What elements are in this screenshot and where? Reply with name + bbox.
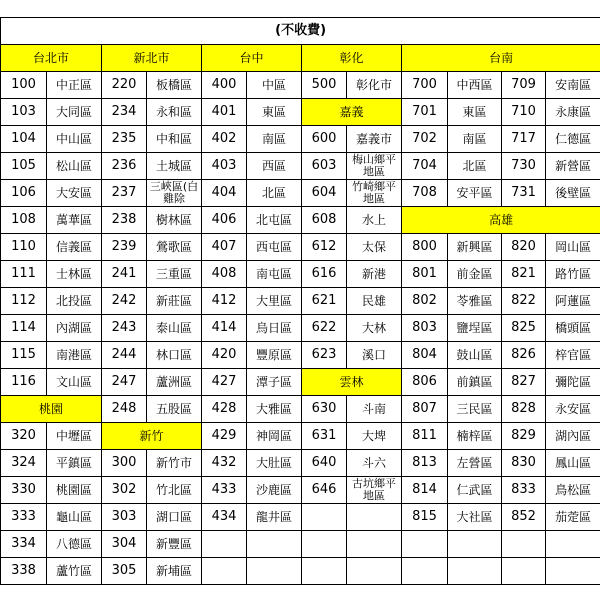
district-name-cell: 北區 [247,180,302,207]
district-name-cell: 鳳山區 [546,450,600,477]
district-name-cell: 大林 [347,315,402,342]
postal-code-cell: 420 [202,342,247,369]
district-name-cell: 竹崎鄉平地區 [347,180,402,207]
postal-code-cell: 434 [202,504,247,531]
district-name-cell: 阿蓮區 [546,288,600,315]
title-row [1,18,600,45]
table-row [1,234,600,261]
district-name-cell: 蘆竹區 [47,558,102,585]
region-header-yunlin: 雲林 [302,369,402,396]
district-name-cell [546,558,600,585]
district-name-cell: 新莊區 [147,288,202,315]
postal-code-cell: 802 [402,288,448,315]
district-name-cell: 安南區 [546,72,600,99]
postal-code-cell: 429 [202,423,247,450]
district-name-cell: 平鎮區 [47,450,102,477]
district-name-cell: 新興區 [448,234,502,261]
postal-code-cell: 115 [1,342,47,369]
postal-code-cell: 247 [102,369,147,396]
district-name-cell: 三重區 [147,261,202,288]
district-name-cell: 蘆洲區 [147,369,202,396]
postal-code-cell: 500 [302,72,347,99]
table-row [1,99,600,126]
district-name-cell: 土城區 [147,153,202,180]
postal-code-cell: 428 [202,396,247,423]
region-header-changhua: 彰化 [302,45,402,72]
district-name-cell: 龜山區 [47,504,102,531]
district-name-cell: 文山區 [47,369,102,396]
postal-code-cell: 731 [502,180,546,207]
district-name-cell: 泰山區 [147,315,202,342]
table-row [1,450,600,477]
table-row [1,477,600,504]
region-header-hsinchu: 新竹 [102,423,202,450]
postal-code-cell: 621 [302,288,347,315]
postal-code-cell: 305 [102,558,147,585]
postal-code-cell: 432 [202,450,247,477]
postal-code-cell: 813 [402,450,448,477]
district-name-cell: 中和區 [147,126,202,153]
district-name-cell: 西屯區 [247,234,302,261]
region-header-chiayi: 嘉義 [302,99,402,126]
postal-code-cell: 815 [402,504,448,531]
postal-code-cell: 800 [402,234,448,261]
postal-code-cell: 820 [502,234,546,261]
district-name-cell: 橋頭區 [546,315,600,342]
postal-code-cell: 237 [102,180,147,207]
district-name-cell: 新豐區 [147,531,202,558]
postal-code-cell: 333 [1,504,47,531]
district-name-cell: 永康區 [546,99,600,126]
postal-code-cell: 104 [1,126,47,153]
district-name-cell: 斗六 [347,450,402,477]
postal-code-cell: 709 [502,72,546,99]
region-header-taipei: 台北市 [1,45,102,72]
district-name-cell: 水上 [347,207,402,234]
table-row [1,504,600,531]
district-name-cell: 中正區 [47,72,102,99]
postal-code-cell: 612 [302,234,347,261]
postal-code-cell: 239 [102,234,147,261]
district-name-cell: 永和區 [147,99,202,126]
table-row [1,153,600,180]
postal-code-cell: 623 [302,342,347,369]
postal-code-cell: 235 [102,126,147,153]
district-name-cell: 彰化市 [347,72,402,99]
district-name-cell: 溪口 [347,342,402,369]
district-name-cell: 湖內區 [546,423,600,450]
postal-code-cell: 412 [202,288,247,315]
district-name-cell: 梅山鄉平地區 [347,153,402,180]
district-name-cell: 大同區 [47,99,102,126]
postal-code-cell: 730 [502,153,546,180]
district-name-cell: 新營區 [546,153,600,180]
district-name-cell: 竹北區 [147,477,202,504]
postal-code-cell [302,558,347,585]
postal-code-cell: 710 [502,99,546,126]
district-name-cell: 板橋區 [147,72,202,99]
postal-code-cell: 640 [302,450,347,477]
postal-code-cell [302,504,347,531]
district-name-cell: 南屯區 [247,261,302,288]
district-name-cell [347,531,402,558]
district-name-cell: 大安區 [47,180,102,207]
district-name-cell: 茄萣區 [546,504,600,531]
district-name-cell: 三峽區(白雞除 [147,180,202,207]
postal-code-cell: 338 [1,558,47,585]
postal-code-cell: 646 [302,477,347,504]
postal-code-cell: 330 [1,477,47,504]
postal-code-cell: 400 [202,72,247,99]
table-row [1,180,600,207]
region-header-new-taipei: 新北市 [102,45,202,72]
district-name-cell: 東區 [448,99,502,126]
district-name-cell: 新港 [347,261,402,288]
postal-code-cell: 630 [302,396,347,423]
district-name-cell [448,531,502,558]
postal-code-cell: 631 [302,423,347,450]
postal-code-cell: 830 [502,450,546,477]
district-name-cell: 路竹區 [546,261,600,288]
district-name-cell: 豐原區 [247,342,302,369]
district-name-cell: 新埔區 [147,558,202,585]
postal-code-cell: 701 [402,99,448,126]
district-name-cell: 仁德區 [546,126,600,153]
district-name-cell: 龍井區 [247,504,302,531]
postal-code-cell [402,531,448,558]
postal-code-cell: 241 [102,261,147,288]
district-name-cell: 內湖區 [47,315,102,342]
table-row [1,396,600,423]
district-name-cell: 大雅區 [247,396,302,423]
postal-code-cell: 114 [1,315,47,342]
postal-code-cell: 220 [102,72,147,99]
district-name-cell: 南區 [247,126,302,153]
table-row [1,369,600,396]
table-row [1,531,600,558]
postal-code-cell: 822 [502,288,546,315]
region-header-taichung: 台中 [202,45,302,72]
district-name-cell: 林口區 [147,342,202,369]
district-name-cell: 鹽埕區 [448,315,502,342]
postal-code-cell: 116 [1,369,47,396]
postal-code-cell: 828 [502,396,546,423]
district-name-cell: 民雄 [347,288,402,315]
district-name-cell: 大社區 [448,504,502,531]
district-name-cell: 前鎮區 [448,369,502,396]
district-name-cell: 東區 [247,99,302,126]
postal-code-cell: 803 [402,315,448,342]
postal-code-cell [202,531,247,558]
district-name-cell: 大埤 [347,423,402,450]
postal-code-cell: 811 [402,423,448,450]
postal-code-cell: 100 [1,72,47,99]
district-name-cell: 松山區 [47,153,102,180]
district-name-cell: 中西區 [448,72,502,99]
district-name-cell [448,558,502,585]
postal-code-cell: 600 [302,126,347,153]
postal-code-cell: 334 [1,531,47,558]
postal-code-cell: 827 [502,369,546,396]
district-name-cell: 大肚區 [247,450,302,477]
postal-code-cell: 414 [202,315,247,342]
table-row [1,558,600,585]
district-name-cell: 士林區 [47,261,102,288]
district-name-cell: 中區 [247,72,302,99]
district-name-cell: 苓雅區 [448,288,502,315]
postal-code-cell: 604 [302,180,347,207]
district-name-cell: 北區 [448,153,502,180]
postal-code-cell: 302 [102,477,147,504]
postal-code-cell [402,558,448,585]
district-name-cell: 中壢區 [47,423,102,450]
district-name-cell: 左營區 [448,450,502,477]
postal-code-cell [302,531,347,558]
table-row [1,261,600,288]
postal-code-cell: 801 [402,261,448,288]
postal-code-cell: 304 [102,531,147,558]
postal-code-cell: 608 [302,207,347,234]
district-name-cell: 楠梓區 [448,423,502,450]
table-row [1,288,600,315]
district-name-cell: 仁武區 [448,477,502,504]
district-name-cell: 古坑鄉平地區 [347,477,402,504]
table-row [1,72,600,99]
district-name-cell: 潭子區 [247,369,302,396]
postal-code-cell: 403 [202,153,247,180]
postal-code-cell: 404 [202,180,247,207]
district-name-cell: 樹林區 [147,207,202,234]
district-name-cell: 鳥松區 [546,477,600,504]
district-name-cell: 神岡區 [247,423,302,450]
postal-code-cell: 616 [302,261,347,288]
district-name-cell: 嘉義市 [347,126,402,153]
district-name-cell: 三民區 [448,396,502,423]
table-row [1,207,600,234]
district-name-cell: 鼓山區 [448,342,502,369]
postal-code-cell: 238 [102,207,147,234]
postal-code-cell: 401 [202,99,247,126]
district-name-cell: 岡山區 [546,234,600,261]
postal-code-cell: 833 [502,477,546,504]
district-name-cell: 西區 [247,153,302,180]
district-name-cell: 中山區 [47,126,102,153]
district-name-cell: 桃園區 [47,477,102,504]
district-name-cell: 沙鹿區 [247,477,302,504]
postal-code-cell [502,558,546,585]
postal-code-cell: 708 [402,180,448,207]
region-header-kaohsiung: 高雄 [402,207,600,234]
district-name-cell: 南港區 [47,342,102,369]
postal-code-cell: 242 [102,288,147,315]
postal-code-cell: 300 [102,450,147,477]
header-row [1,45,600,72]
postal-code-cell: 408 [202,261,247,288]
postal-code-table [0,17,600,585]
postal-code-cell: 402 [202,126,247,153]
postal-code-cell: 303 [102,504,147,531]
table-row [1,423,600,450]
postal-code-cell: 622 [302,315,347,342]
postal-code-cell: 244 [102,342,147,369]
postal-code-cell: 806 [402,369,448,396]
postal-code-cell: 248 [102,396,147,423]
postal-code-cell: 814 [402,477,448,504]
postal-code-cell: 105 [1,153,47,180]
postal-code-cell: 110 [1,234,47,261]
district-name-cell: 湖口區 [147,504,202,531]
district-name-cell [347,558,402,585]
postal-code-cell: 603 [302,153,347,180]
district-name-cell: 大里區 [247,288,302,315]
region-header-tainan: 台南 [402,45,600,72]
postal-code-cell: 103 [1,99,47,126]
district-name-cell: 後壁區 [546,180,600,207]
postal-code-cell: 700 [402,72,448,99]
district-name-cell: 五股區 [147,396,202,423]
postal-code-cell: 234 [102,99,147,126]
district-name-cell: 安平區 [448,180,502,207]
region-header-taoyuan: 桃園 [1,396,102,423]
postal-code-cell: 112 [1,288,47,315]
table-row [1,126,600,153]
postal-code-cell: 433 [202,477,247,504]
district-name-cell: 前金區 [448,261,502,288]
district-name-cell: 彌陀區 [546,369,600,396]
table-row [1,342,600,369]
postal-code-cell: 702 [402,126,448,153]
postal-code-cell: 829 [502,423,546,450]
district-name-cell: 太保 [347,234,402,261]
district-name-cell [247,558,302,585]
postal-code-cell: 852 [502,504,546,531]
postal-code-cell: 826 [502,342,546,369]
postal-code-cell: 825 [502,315,546,342]
postal-code-cell: 807 [402,396,448,423]
postal-code-cell: 704 [402,153,448,180]
postal-code-cell: 821 [502,261,546,288]
district-name-cell: 信義區 [47,234,102,261]
district-name-cell: 永安區 [546,396,600,423]
postal-code-cell: 717 [502,126,546,153]
postal-code-cell: 236 [102,153,147,180]
table-title: (不收費) [1,18,600,45]
postal-code-cell: 108 [1,207,47,234]
district-name-cell [247,531,302,558]
district-name-cell: 斗南 [347,396,402,423]
district-name-cell: 北屯區 [247,207,302,234]
postal-code-cell: 243 [102,315,147,342]
district-name-cell [347,504,402,531]
postal-code-cell: 324 [1,450,47,477]
postal-code-cell: 407 [202,234,247,261]
postal-code-cell: 406 [202,207,247,234]
postal-code-cell [502,531,546,558]
postal-code-cell: 111 [1,261,47,288]
district-name-cell: 北投區 [47,288,102,315]
district-name-cell: 南區 [448,126,502,153]
postal-code-sheet [0,17,600,600]
postal-code-cell: 320 [1,423,47,450]
district-name-cell: 鶯歌區 [147,234,202,261]
postal-code-cell: 427 [202,369,247,396]
postal-code-cell: 106 [1,180,47,207]
table-row [1,315,600,342]
district-name-cell: 八德區 [47,531,102,558]
postal-code-cell: 804 [402,342,448,369]
district-name-cell: 新竹市 [147,450,202,477]
district-name-cell: 烏日區 [247,315,302,342]
postal-code-cell [202,558,247,585]
district-name-cell [546,531,600,558]
district-name-cell: 梓官區 [546,342,600,369]
district-name-cell: 萬華區 [47,207,102,234]
